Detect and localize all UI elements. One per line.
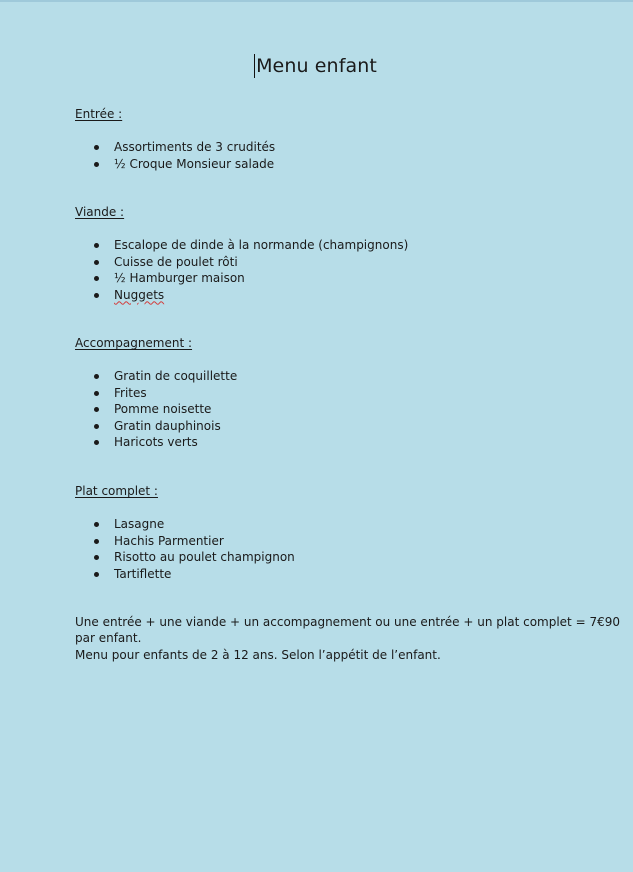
section-heading-accompagnement: Accompagnement :: [75, 336, 193, 350]
pricing-text: Une entrée + une viande + un accompagnement ou une entrée + un plat complet = 7€90: [75, 615, 620, 629]
pricing-text-continued: par enfant.: [75, 631, 142, 645]
list-item: Haricots verts: [75, 434, 575, 451]
section-heading-entree: Entrée :: [75, 107, 123, 121]
list-item: ½ Croque Monsieur salade: [75, 156, 575, 173]
list-item: Gratin de coquillette: [75, 368, 575, 385]
list-item: Gratin dauphinois: [75, 418, 575, 435]
list-item: Pomme noisette: [75, 401, 575, 418]
list-item: ½ Hamburger maison: [75, 270, 575, 287]
list-entree: [75, 139, 575, 172]
text-cursor: [254, 54, 255, 78]
list-item: [75, 287, 575, 304]
list-item: Assortiments de 3 crudités: [75, 139, 575, 156]
section-heading-viande: Viande :: [75, 205, 125, 219]
document-title-text: Menu enfant: [256, 55, 377, 77]
list-item: Tartiflette: [75, 566, 575, 583]
section-heading-plat-complet: Plat complet :: [75, 484, 158, 498]
title-container: [0, 54, 633, 78]
list-item: Frites: [75, 385, 575, 402]
spellcheck-flagged-word[interactable]: Nuggets: [114, 287, 165, 302]
list-item: Lasagne: [75, 516, 575, 533]
list-accompagnement: [75, 368, 575, 451]
list-item: Cuisse de poulet rôti: [75, 254, 575, 271]
document-title[interactable]: [256, 54, 377, 78]
list-item: Hachis Parmentier: [75, 533, 575, 550]
list-plat-complet: [75, 516, 575, 582]
list-item: Escalope de dinde à la normande (champignons): [75, 237, 575, 254]
list-item: Risotto au poulet champignon: [75, 549, 575, 566]
age-note-text: Menu pour enfants de 2 à 12 ans. Selon l’appétit de l’enfant.: [75, 648, 441, 662]
list-viande: [75, 237, 575, 303]
